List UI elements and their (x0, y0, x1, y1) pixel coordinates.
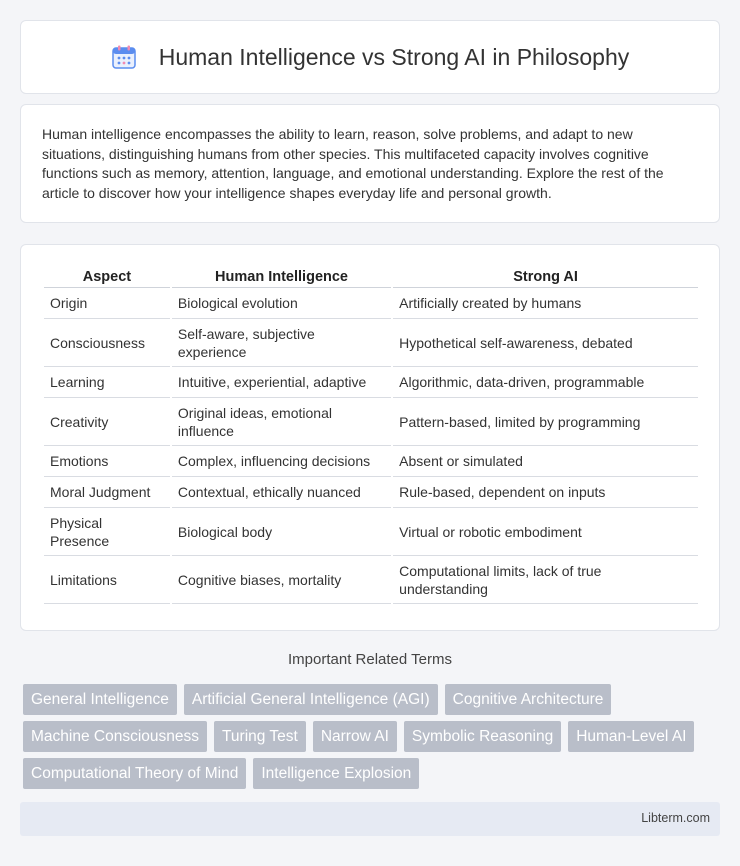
table-cell: Complex, influencing decisions (172, 446, 391, 477)
tag-human-level-ai[interactable]: Human-Level AI (568, 721, 694, 752)
header-aspect: Aspect (44, 263, 170, 288)
tag-turing-test[interactable]: Turing Test (214, 721, 306, 752)
tag-symbolic-reasoning[interactable]: Symbolic Reasoning (404, 721, 561, 752)
table-cell: Algorithmic, data-driven, programmable (393, 367, 698, 398)
table-cell: Consciousness (44, 319, 170, 367)
table-cell: Cognitive biases, mortality (172, 556, 391, 604)
tag-agi[interactable]: Artificial General Intelligence (AGI) (184, 684, 438, 715)
footer-site-link[interactable]: Libterm.com (641, 811, 710, 825)
tag-narrow-ai[interactable]: Narrow AI (313, 721, 397, 752)
table-cell: Absent or simulated (393, 446, 698, 477)
tag-machine-consciousness[interactable]: Machine Consciousness (23, 721, 207, 752)
intro-text: Human intelligence encompasses the ability to learn, reason, solve problems, and adapt to new situations, distinguishing humans from other species. This multifaceted capacity involves cognitive functions such as memory, attention, language, and emotional understanding. Explore the rest of the article to discover how your intelligence shapes everyday life and personal growth. (42, 126, 664, 201)
table-cell: Contextual, ethically nuanced (172, 477, 391, 508)
intro-card (20, 104, 720, 223)
table-cell: Pattern-based, limited by programming (393, 398, 698, 446)
related-terms-list (23, 684, 723, 795)
table-cell: Emotions (44, 446, 170, 477)
page-title: Human Intelligence vs Strong AI in Philosophy (158, 43, 630, 70)
table-cell: Moral Judgment (44, 477, 170, 508)
table-cell: Biological evolution (172, 288, 391, 319)
comparison-table (42, 263, 700, 604)
related-terms-title: Important Related Terms (288, 651, 452, 668)
comparison-table-card (20, 244, 720, 631)
tag-computational-theory-of-mind[interactable]: Computational Theory of Mind (23, 758, 246, 789)
table-cell: Computational limits, lack of true understanding (393, 556, 698, 604)
calendar-icon (111, 44, 137, 70)
table-cell: Rule-based, dependent on inputs (393, 477, 698, 508)
table-cell: Virtual or robotic embodiment (393, 508, 698, 556)
header-card (20, 20, 720, 94)
table-row (44, 446, 698, 477)
table-row (44, 367, 698, 398)
table-cell: Self-aware, subjective experience (172, 319, 391, 367)
header-human-intelligence: Human Intelligence (172, 263, 391, 288)
table-cell: Origin (44, 288, 170, 319)
footer (20, 802, 720, 836)
table-row (44, 288, 698, 319)
tag-general-intelligence[interactable]: General Intelligence (23, 684, 177, 715)
tag-intelligence-explosion[interactable]: Intelligence Explosion (253, 758, 419, 789)
tag-cognitive-architecture[interactable]: Cognitive Architecture (445, 684, 612, 715)
header-strong-ai: Strong AI (393, 263, 698, 288)
table-header-row (44, 263, 698, 288)
table-row (44, 508, 698, 556)
table-cell: Physical Presence (44, 508, 170, 556)
table-row (44, 319, 698, 367)
table-cell: Biological body (172, 508, 391, 556)
table-row (44, 398, 698, 446)
table-row (44, 477, 698, 508)
table-cell: Creativity (44, 398, 170, 446)
table-cell: Original ideas, emotional influence (172, 398, 391, 446)
table-cell: Hypothetical self-awareness, debated (393, 319, 698, 367)
table-cell: Learning (44, 367, 170, 398)
table-cell: Intuitive, experiential, adaptive (172, 367, 391, 398)
table-cell: Artificially created by humans (393, 288, 698, 319)
table-row (44, 556, 698, 604)
table-cell: Limitations (44, 556, 170, 604)
